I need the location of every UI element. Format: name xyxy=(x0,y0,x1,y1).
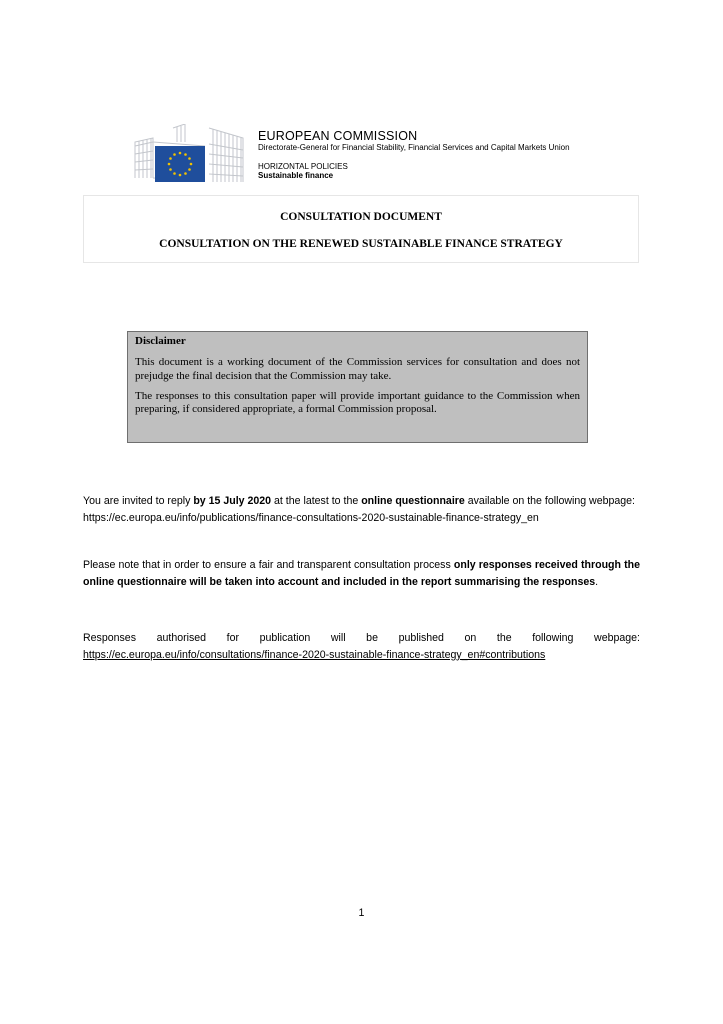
publication-note-text: Responses authorised for publication will be published on the following webpage: xyxy=(83,632,640,644)
process-note-bold: only responses received through the online questionnaire will be taken into account and included in the report summarising the responses xyxy=(83,559,640,588)
reply-tail: available on the following webpage: xyxy=(464,495,636,507)
title-box xyxy=(83,195,639,263)
disclaimer-paragraph-1: This document is a working document of the Commission services for consultation and does not prejudge the final decision that the Commission may take. xyxy=(135,356,580,382)
organisation-block xyxy=(258,129,618,180)
process-note xyxy=(83,557,640,590)
document-type-title: CONSULTATION DOCUMENT xyxy=(280,211,442,223)
process-note-tail: . xyxy=(595,575,599,588)
process-note-intro: Please note that in order to ensure a fair and transparent consultation process xyxy=(83,559,454,571)
reply-deadline: by 15 July 2020 xyxy=(193,495,272,507)
document-header xyxy=(133,124,613,184)
reply-instructions xyxy=(83,493,640,526)
contributions-link[interactable]: https://ec.europa.eu/info/consultations/finance-2020-sustainable-finance-strategy_en#contributions xyxy=(83,648,546,661)
directorate-general: Directorate-General for Financial Stability, Financial Services and Capital Markets Union xyxy=(258,143,570,152)
disclaimer-title: Disclaimer xyxy=(135,335,186,347)
questionnaire-url[interactable]: https://ec.europa.eu/info/publications/finance-consultations-2020-sustainable-finance-strategy_en xyxy=(83,511,539,524)
subunit-name: Sustainable finance xyxy=(258,171,334,180)
organisation-name: EUROPEAN COMMISSION xyxy=(258,129,418,143)
page-number: 1 xyxy=(358,907,365,919)
european-commission-logo xyxy=(133,124,248,184)
document-title: CONSULTATION ON THE RENEWED SUSTAINABLE FINANCE STRATEGY xyxy=(159,238,563,250)
unit-name: HORIZONTAL POLICIES xyxy=(258,162,348,171)
online-questionnaire-label: online questionnaire xyxy=(361,495,465,507)
disclaimer-box xyxy=(127,331,588,443)
publication-note xyxy=(83,630,640,663)
disclaimer-paragraph-2: The responses to this consultation paper will provide important guidance to the Commission when preparing, if considered appropriate, a formal Commission proposal. xyxy=(135,389,580,416)
reply-mid: at the latest to the xyxy=(271,495,362,507)
reply-intro: You are invited to reply xyxy=(83,495,194,507)
